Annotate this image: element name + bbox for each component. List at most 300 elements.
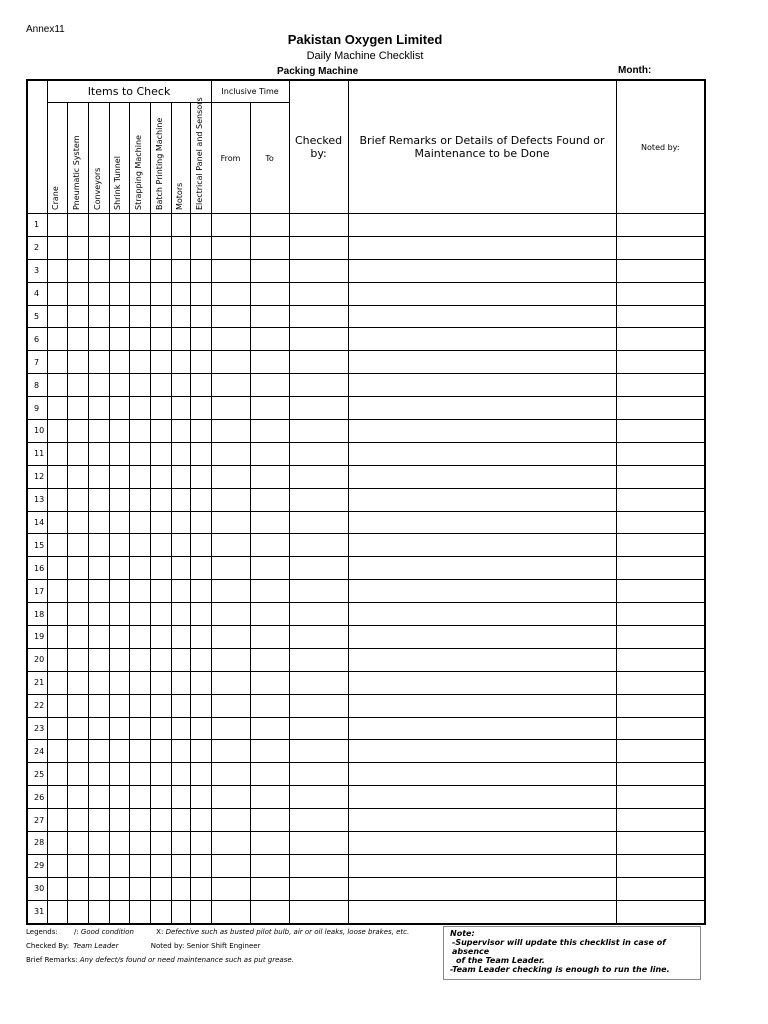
entry-cell[interactable]	[171, 328, 190, 351]
entry-cell[interactable]	[289, 442, 348, 465]
entry-cell[interactable]	[109, 900, 129, 923]
entry-cell[interactable]	[171, 511, 190, 534]
entry-cell[interactable]	[47, 351, 67, 374]
entry-cell[interactable]	[616, 374, 705, 397]
entry-cell[interactable]	[109, 374, 129, 397]
entry-cell[interactable]	[129, 442, 150, 465]
entry-cell[interactable]	[88, 763, 109, 786]
entry-cell[interactable]	[348, 488, 616, 511]
entry-cell[interactable]	[289, 534, 348, 557]
entry-cell[interactable]	[616, 740, 705, 763]
entry-cell[interactable]	[129, 259, 150, 282]
entry-cell[interactable]	[348, 717, 616, 740]
entry-cell[interactable]	[616, 557, 705, 580]
entry-cell[interactable]	[129, 694, 150, 717]
entry-cell[interactable]	[190, 763, 211, 786]
entry-cell[interactable]	[348, 557, 616, 580]
entry-cell[interactable]	[616, 534, 705, 557]
entry-cell[interactable]	[150, 397, 171, 420]
entry-cell[interactable]	[211, 763, 250, 786]
entry-cell[interactable]	[348, 442, 616, 465]
entry-cell[interactable]	[171, 442, 190, 465]
entry-cell[interactable]	[171, 397, 190, 420]
entry-cell[interactable]	[129, 511, 150, 534]
entry-cell[interactable]	[348, 511, 616, 534]
entry-cell[interactable]	[190, 809, 211, 832]
entry-cell[interactable]	[171, 488, 190, 511]
entry-cell[interactable]	[109, 717, 129, 740]
entry-cell[interactable]	[250, 763, 289, 786]
entry-cell[interactable]	[129, 236, 150, 259]
entry-cell[interactable]	[129, 763, 150, 786]
entry-cell[interactable]	[88, 854, 109, 877]
entry-cell[interactable]	[150, 236, 171, 259]
entry-cell[interactable]	[616, 511, 705, 534]
entry-cell[interactable]	[88, 465, 109, 488]
entry-cell[interactable]	[67, 786, 88, 809]
entry-cell[interactable]	[348, 534, 616, 557]
entry-cell[interactable]	[616, 351, 705, 374]
entry-cell[interactable]	[211, 740, 250, 763]
entry-cell[interactable]	[211, 442, 250, 465]
entry-cell[interactable]	[67, 648, 88, 671]
entry-cell[interactable]	[47, 282, 67, 305]
entry-cell[interactable]	[348, 648, 616, 671]
entry-cell[interactable]	[150, 557, 171, 580]
entry-cell[interactable]	[616, 809, 705, 832]
entry-cell[interactable]	[67, 671, 88, 694]
entry-cell[interactable]	[289, 374, 348, 397]
entry-cell[interactable]	[67, 236, 88, 259]
entry-cell[interactable]	[289, 877, 348, 900]
entry-cell[interactable]	[348, 877, 616, 900]
entry-cell[interactable]	[348, 580, 616, 603]
entry-cell[interactable]	[171, 282, 190, 305]
entry-cell[interactable]	[616, 854, 705, 877]
entry-cell[interactable]	[88, 420, 109, 443]
entry-cell[interactable]	[109, 534, 129, 557]
entry-cell[interactable]	[190, 580, 211, 603]
entry-cell[interactable]	[348, 626, 616, 649]
entry-cell[interactable]	[250, 717, 289, 740]
entry-cell[interactable]	[616, 465, 705, 488]
entry-cell[interactable]	[616, 442, 705, 465]
entry-cell[interactable]	[211, 236, 250, 259]
entry-cell[interactable]	[190, 694, 211, 717]
entry-cell[interactable]	[67, 854, 88, 877]
entry-cell[interactable]	[109, 557, 129, 580]
entry-cell[interactable]	[211, 648, 250, 671]
entry-cell[interactable]	[211, 580, 250, 603]
entry-cell[interactable]	[47, 603, 67, 626]
entry-cell[interactable]	[289, 786, 348, 809]
entry-cell[interactable]	[150, 488, 171, 511]
entry-cell[interactable]	[109, 236, 129, 259]
entry-cell[interactable]	[289, 763, 348, 786]
entry-cell[interactable]	[190, 305, 211, 328]
entry-cell[interactable]	[150, 420, 171, 443]
entry-cell[interactable]	[109, 511, 129, 534]
entry-cell[interactable]	[289, 671, 348, 694]
entry-cell[interactable]	[47, 534, 67, 557]
entry-cell[interactable]	[348, 236, 616, 259]
entry-cell[interactable]	[47, 877, 67, 900]
entry-cell[interactable]	[250, 397, 289, 420]
entry-cell[interactable]	[171, 786, 190, 809]
entry-cell[interactable]	[289, 626, 348, 649]
entry-cell[interactable]	[109, 694, 129, 717]
entry-cell[interactable]	[67, 603, 88, 626]
entry-cell[interactable]	[109, 397, 129, 420]
entry-cell[interactable]	[150, 626, 171, 649]
entry-cell[interactable]	[190, 328, 211, 351]
entry-cell[interactable]	[67, 900, 88, 923]
entry-cell[interactable]	[150, 786, 171, 809]
entry-cell[interactable]	[171, 374, 190, 397]
entry-cell[interactable]	[129, 374, 150, 397]
entry-cell[interactable]	[171, 694, 190, 717]
entry-cell[interactable]	[150, 511, 171, 534]
entry-cell[interactable]	[250, 351, 289, 374]
entry-cell[interactable]	[289, 465, 348, 488]
entry-cell[interactable]	[211, 557, 250, 580]
entry-cell[interactable]	[348, 603, 616, 626]
entry-cell[interactable]	[250, 236, 289, 259]
entry-cell[interactable]	[47, 740, 67, 763]
entry-cell[interactable]	[129, 877, 150, 900]
entry-cell[interactable]	[616, 763, 705, 786]
entry-cell[interactable]	[289, 694, 348, 717]
entry-cell[interactable]	[348, 465, 616, 488]
entry-cell[interactable]	[47, 328, 67, 351]
entry-cell[interactable]	[348, 786, 616, 809]
entry-cell[interactable]	[171, 900, 190, 923]
entry-cell[interactable]	[190, 603, 211, 626]
entry-cell[interactable]	[88, 580, 109, 603]
entry-cell[interactable]	[109, 603, 129, 626]
entry-cell[interactable]	[47, 694, 67, 717]
entry-cell[interactable]	[109, 786, 129, 809]
entry-cell[interactable]	[250, 442, 289, 465]
entry-cell[interactable]	[289, 214, 348, 237]
entry-cell[interactable]	[109, 259, 129, 282]
entry-cell[interactable]	[150, 900, 171, 923]
entry-cell[interactable]	[190, 900, 211, 923]
entry-cell[interactable]	[109, 626, 129, 649]
entry-cell[interactable]	[211, 900, 250, 923]
entry-cell[interactable]	[47, 900, 67, 923]
entry-cell[interactable]	[211, 877, 250, 900]
entry-cell[interactable]	[250, 282, 289, 305]
entry-cell[interactable]	[47, 305, 67, 328]
entry-cell[interactable]	[150, 763, 171, 786]
entry-cell[interactable]	[67, 877, 88, 900]
entry-cell[interactable]	[250, 740, 289, 763]
entry-cell[interactable]	[250, 648, 289, 671]
entry-cell[interactable]	[67, 374, 88, 397]
entry-cell[interactable]	[150, 671, 171, 694]
entry-cell[interactable]	[616, 420, 705, 443]
entry-cell[interactable]	[171, 717, 190, 740]
entry-cell[interactable]	[348, 694, 616, 717]
entry-cell[interactable]	[67, 534, 88, 557]
entry-cell[interactable]	[190, 648, 211, 671]
entry-cell[interactable]	[616, 832, 705, 855]
entry-cell[interactable]	[129, 717, 150, 740]
entry-cell[interactable]	[67, 694, 88, 717]
entry-cell[interactable]	[250, 832, 289, 855]
entry-cell[interactable]	[47, 832, 67, 855]
entry-cell[interactable]	[289, 717, 348, 740]
entry-cell[interactable]	[211, 809, 250, 832]
entry-cell[interactable]	[211, 854, 250, 877]
entry-cell[interactable]	[289, 488, 348, 511]
entry-cell[interactable]	[250, 786, 289, 809]
entry-cell[interactable]	[211, 214, 250, 237]
entry-cell[interactable]	[88, 328, 109, 351]
entry-cell[interactable]	[67, 809, 88, 832]
entry-cell[interactable]	[348, 214, 616, 237]
entry-cell[interactable]	[47, 442, 67, 465]
entry-cell[interactable]	[67, 465, 88, 488]
entry-cell[interactable]	[109, 809, 129, 832]
entry-cell[interactable]	[88, 351, 109, 374]
entry-cell[interactable]	[47, 420, 67, 443]
entry-cell[interactable]	[211, 259, 250, 282]
entry-cell[interactable]	[150, 580, 171, 603]
entry-cell[interactable]	[348, 671, 616, 694]
entry-cell[interactable]	[67, 717, 88, 740]
entry-cell[interactable]	[109, 877, 129, 900]
entry-cell[interactable]	[289, 328, 348, 351]
entry-cell[interactable]	[150, 442, 171, 465]
entry-cell[interactable]	[211, 511, 250, 534]
entry-cell[interactable]	[211, 374, 250, 397]
entry-cell[interactable]	[211, 694, 250, 717]
entry-cell[interactable]	[211, 282, 250, 305]
entry-cell[interactable]	[289, 809, 348, 832]
entry-cell[interactable]	[150, 465, 171, 488]
entry-cell[interactable]	[190, 854, 211, 877]
entry-cell[interactable]	[88, 397, 109, 420]
entry-cell[interactable]	[129, 900, 150, 923]
entry-cell[interactable]	[67, 259, 88, 282]
entry-cell[interactable]	[616, 214, 705, 237]
entry-cell[interactable]	[109, 328, 129, 351]
entry-cell[interactable]	[150, 603, 171, 626]
entry-cell[interactable]	[47, 557, 67, 580]
entry-cell[interactable]	[129, 809, 150, 832]
entry-cell[interactable]	[129, 397, 150, 420]
entry-cell[interactable]	[171, 626, 190, 649]
entry-cell[interactable]	[211, 786, 250, 809]
entry-cell[interactable]	[250, 854, 289, 877]
entry-cell[interactable]	[348, 374, 616, 397]
entry-cell[interactable]	[190, 374, 211, 397]
entry-cell[interactable]	[190, 420, 211, 443]
entry-cell[interactable]	[109, 648, 129, 671]
entry-cell[interactable]	[211, 534, 250, 557]
entry-cell[interactable]	[190, 442, 211, 465]
entry-cell[interactable]	[190, 717, 211, 740]
entry-cell[interactable]	[150, 648, 171, 671]
entry-cell[interactable]	[348, 328, 616, 351]
entry-cell[interactable]	[250, 580, 289, 603]
entry-cell[interactable]	[211, 488, 250, 511]
entry-cell[interactable]	[88, 648, 109, 671]
entry-cell[interactable]	[250, 877, 289, 900]
entry-cell[interactable]	[348, 351, 616, 374]
entry-cell[interactable]	[150, 694, 171, 717]
entry-cell[interactable]	[171, 763, 190, 786]
entry-cell[interactable]	[616, 282, 705, 305]
entry-cell[interactable]	[250, 603, 289, 626]
entry-cell[interactable]	[67, 511, 88, 534]
entry-cell[interactable]	[88, 626, 109, 649]
entry-cell[interactable]	[171, 671, 190, 694]
entry-cell[interactable]	[250, 259, 289, 282]
entry-cell[interactable]	[289, 305, 348, 328]
entry-cell[interactable]	[616, 236, 705, 259]
entry-cell[interactable]	[47, 488, 67, 511]
entry-cell[interactable]	[129, 626, 150, 649]
entry-cell[interactable]	[171, 534, 190, 557]
entry-cell[interactable]	[47, 374, 67, 397]
entry-cell[interactable]	[150, 832, 171, 855]
entry-cell[interactable]	[88, 442, 109, 465]
entry-cell[interactable]	[129, 671, 150, 694]
entry-cell[interactable]	[67, 488, 88, 511]
entry-cell[interactable]	[171, 854, 190, 877]
entry-cell[interactable]	[211, 305, 250, 328]
entry-cell[interactable]	[616, 900, 705, 923]
entry-cell[interactable]	[150, 305, 171, 328]
entry-cell[interactable]	[250, 374, 289, 397]
entry-cell[interactable]	[190, 511, 211, 534]
entry-cell[interactable]	[67, 580, 88, 603]
entry-cell[interactable]	[250, 809, 289, 832]
entry-cell[interactable]	[250, 900, 289, 923]
entry-cell[interactable]	[348, 305, 616, 328]
entry-cell[interactable]	[150, 717, 171, 740]
entry-cell[interactable]	[211, 832, 250, 855]
entry-cell[interactable]	[109, 740, 129, 763]
entry-cell[interactable]	[250, 328, 289, 351]
entry-cell[interactable]	[211, 351, 250, 374]
entry-cell[interactable]	[67, 214, 88, 237]
entry-cell[interactable]	[129, 832, 150, 855]
entry-cell[interactable]	[348, 420, 616, 443]
entry-cell[interactable]	[109, 832, 129, 855]
entry-cell[interactable]	[211, 626, 250, 649]
entry-cell[interactable]	[67, 420, 88, 443]
entry-cell[interactable]	[88, 671, 109, 694]
entry-cell[interactable]	[129, 465, 150, 488]
entry-cell[interactable]	[190, 259, 211, 282]
entry-cell[interactable]	[109, 763, 129, 786]
entry-cell[interactable]	[250, 534, 289, 557]
entry-cell[interactable]	[289, 236, 348, 259]
entry-cell[interactable]	[67, 763, 88, 786]
entry-cell[interactable]	[88, 809, 109, 832]
entry-cell[interactable]	[250, 465, 289, 488]
entry-cell[interactable]	[348, 259, 616, 282]
entry-cell[interactable]	[88, 259, 109, 282]
entry-cell[interactable]	[67, 328, 88, 351]
entry-cell[interactable]	[109, 465, 129, 488]
entry-cell[interactable]	[47, 648, 67, 671]
entry-cell[interactable]	[211, 603, 250, 626]
entry-cell[interactable]	[129, 351, 150, 374]
entry-cell[interactable]	[150, 214, 171, 237]
entry-cell[interactable]	[47, 854, 67, 877]
entry-cell[interactable]	[129, 740, 150, 763]
entry-cell[interactable]	[67, 740, 88, 763]
entry-cell[interactable]	[88, 557, 109, 580]
entry-cell[interactable]	[616, 648, 705, 671]
entry-cell[interactable]	[109, 282, 129, 305]
entry-cell[interactable]	[150, 374, 171, 397]
entry-cell[interactable]	[190, 214, 211, 237]
entry-cell[interactable]	[250, 511, 289, 534]
entry-cell[interactable]	[190, 236, 211, 259]
entry-cell[interactable]	[171, 809, 190, 832]
entry-cell[interactable]	[289, 648, 348, 671]
entry-cell[interactable]	[88, 214, 109, 237]
entry-cell[interactable]	[348, 900, 616, 923]
entry-cell[interactable]	[616, 397, 705, 420]
entry-cell[interactable]	[190, 465, 211, 488]
entry-cell[interactable]	[190, 534, 211, 557]
entry-cell[interactable]	[190, 557, 211, 580]
entry-cell[interactable]	[289, 603, 348, 626]
entry-cell[interactable]	[88, 694, 109, 717]
entry-cell[interactable]	[129, 488, 150, 511]
entry-cell[interactable]	[88, 832, 109, 855]
entry-cell[interactable]	[616, 603, 705, 626]
entry-cell[interactable]	[88, 488, 109, 511]
entry-cell[interactable]	[150, 534, 171, 557]
entry-cell[interactable]	[171, 465, 190, 488]
entry-cell[interactable]	[171, 877, 190, 900]
entry-cell[interactable]	[289, 740, 348, 763]
entry-cell[interactable]	[289, 351, 348, 374]
entry-cell[interactable]	[88, 511, 109, 534]
entry-cell[interactable]	[211, 397, 250, 420]
entry-cell[interactable]	[150, 351, 171, 374]
entry-cell[interactable]	[348, 832, 616, 855]
entry-cell[interactable]	[190, 626, 211, 649]
entry-cell[interactable]	[171, 580, 190, 603]
entry-cell[interactable]	[150, 259, 171, 282]
entry-cell[interactable]	[289, 259, 348, 282]
entry-cell[interactable]	[47, 397, 67, 420]
entry-cell[interactable]	[88, 740, 109, 763]
entry-cell[interactable]	[250, 694, 289, 717]
entry-cell[interactable]	[289, 580, 348, 603]
entry-cell[interactable]	[171, 832, 190, 855]
entry-cell[interactable]	[616, 488, 705, 511]
entry-cell[interactable]	[129, 305, 150, 328]
entry-cell[interactable]	[289, 557, 348, 580]
entry-cell[interactable]	[67, 626, 88, 649]
entry-cell[interactable]	[109, 420, 129, 443]
entry-cell[interactable]	[88, 603, 109, 626]
entry-cell[interactable]	[47, 259, 67, 282]
entry-cell[interactable]	[190, 488, 211, 511]
entry-cell[interactable]	[67, 282, 88, 305]
entry-cell[interactable]	[129, 854, 150, 877]
